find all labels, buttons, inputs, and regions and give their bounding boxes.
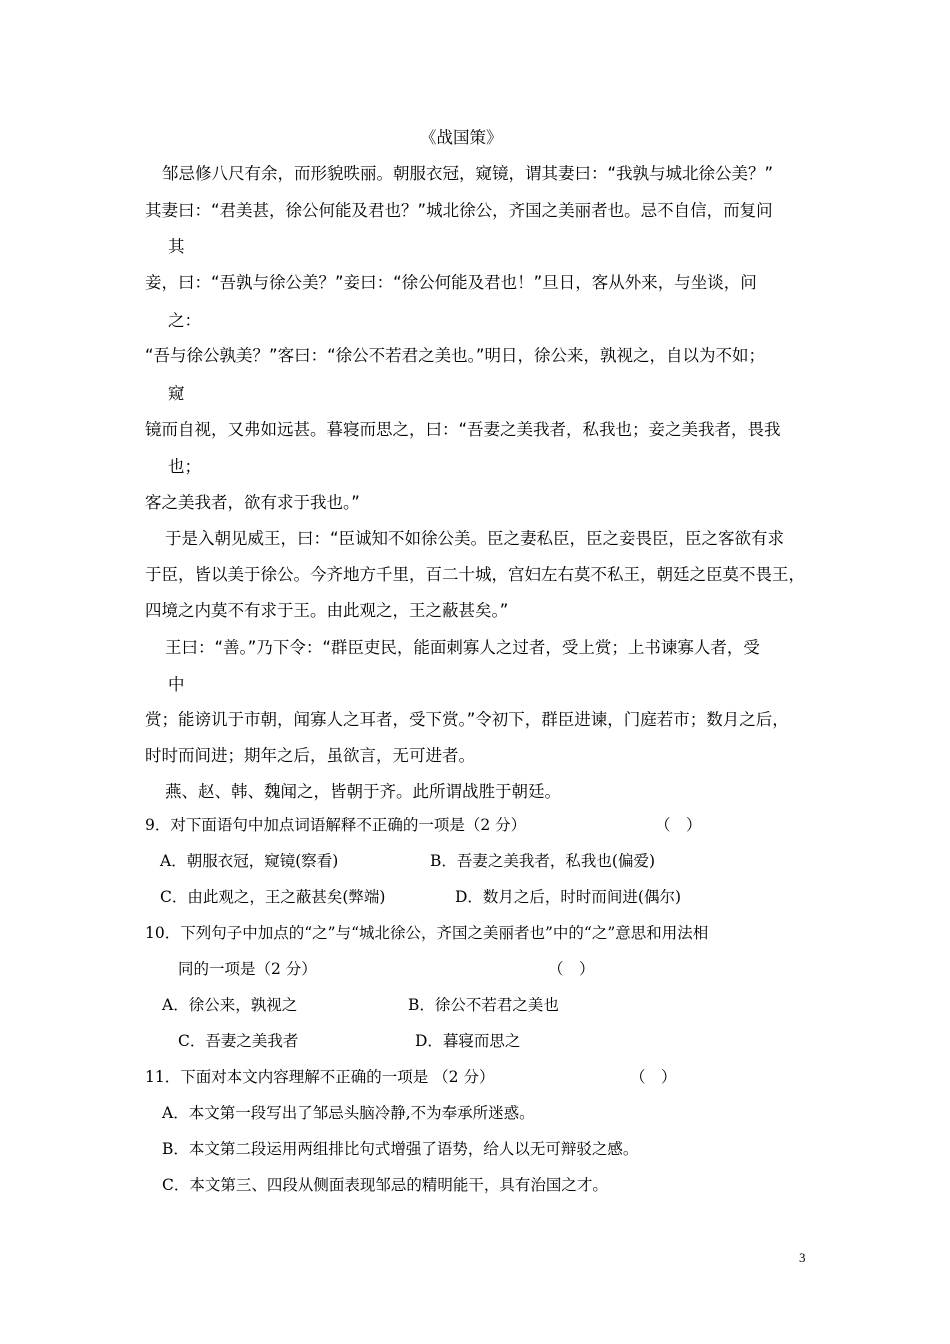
passage-line: 燕、赵、韩、魏闻之，皆朝于齐。此所谓战胜于朝廷。 (165, 782, 561, 801)
question-11-stem: 11．下面对本文内容理解不正确的一项是 （2 分） (145, 1068, 495, 1086)
passage-title: 《战国策》 (420, 128, 503, 147)
question-9-option-c: C．由此观之，王之蔽甚矣(弊端) (160, 888, 386, 906)
question-11-option-b: B．本文第二段运用两组排比句式增强了语势，给人以无可辩驳之感。 (162, 1140, 639, 1158)
passage-line: 赏；能谤讥于市朝，闻寡人之耳者，受下赏。”令初下，群臣进谏，门庭若市；数月之后， (145, 710, 789, 729)
question-11-option-c: C．本文第三、四段从侧面表现邹忌的精明能干，具有治国之才。 (162, 1176, 608, 1194)
question-10-option-d: D．暮寝而思之 (415, 1032, 521, 1050)
passage-line: 妾，曰：“吾孰与徐公美？”妾曰：“徐公何能及君也！”旦日，客从外来，与坐谈，问 (145, 273, 757, 292)
question-11-option-a: A．本文第一段写出了邹忌头脑冷静,不为奉承所迷惑。 (162, 1104, 535, 1122)
question-9-stem: 9．对下面语句中加点词语解释不正确的一项是（2 分） (145, 816, 527, 834)
question-10-option-b: B．徐公不若君之美也 (408, 996, 559, 1014)
question-10-answer-blank: （ ） (548, 960, 595, 978)
question-9-option-d: D．数月之后，时时而间进(偶尔) (455, 888, 682, 906)
passage-line: 时时而间进；期年之后，虽欲言，无可进者。 (145, 746, 475, 765)
question-10-stem-cont: 同的一项是（2 分） (178, 960, 317, 978)
question-9-option-b: B．吾妻之美我者，私我也(偏爱) (430, 852, 655, 870)
passage-line: 之： (168, 311, 201, 330)
passage-line: 其 (168, 237, 185, 256)
passage-line: 镜而自视，又弗如远甚。暮寝而思之，曰：“吾妻之美我者，私我也；妾之美我者，畏我 (145, 420, 781, 439)
passage-line: “吾与徐公孰美？”客曰：“徐公不若君之美也。”明日，徐公来，孰视之，自以为不如； (145, 346, 765, 365)
passage-line: 窥 (168, 384, 185, 403)
question-9-answer-blank: （ ） (655, 816, 702, 834)
passage-line: 其妻曰：“君美甚，徐公何能及君也？”城北徐公，齐国之美丽者也。忌不自信，而复问 (145, 201, 773, 220)
question-10-option-c: C．吾妻之美我者 (178, 1032, 299, 1050)
passage-line: 于是入朝见威王，曰：“臣诚知不如徐公美。臣之妻私臣，臣之妾畏臣，臣之客欲有求 (165, 529, 785, 548)
passage-line: 中 (168, 675, 185, 694)
passage-line: 四境之内莫不有求于王。由此观之，王之蔽甚矣。” (145, 601, 509, 620)
question-11-answer-blank: （ ） (630, 1068, 677, 1086)
passage-line: 邹忌修八尺有余，而形貌昳丽。朝服衣冠，窥镜，谓其妻曰：“我孰与城北徐公美？” (162, 164, 774, 183)
passage-line: 客之美我者，欲有求于我也。” (145, 493, 360, 512)
question-10-option-a: A．徐公来，孰视之 (162, 996, 298, 1014)
question-9-option-a: A．朝服衣冠，窥镜(察看) (160, 852, 339, 870)
page-number: 3 (799, 1250, 806, 1265)
passage-line: 王曰：“善。”乃下令：“群臣吏民，能面刺寡人之过者，受上赏；上书谏寡人者，受 (165, 638, 760, 657)
question-10-stem: 10．下列句子中加点的“之”与“城北徐公，齐国之美丽者也”中的“之”意思和用法相 (145, 924, 709, 942)
passage-line: 于臣，皆以美于徐公。今齐地方千里，百二十城，宫妇左右莫不私王，朝廷之臣莫不畏王， (145, 565, 805, 584)
passage-line: 也； (168, 457, 201, 476)
